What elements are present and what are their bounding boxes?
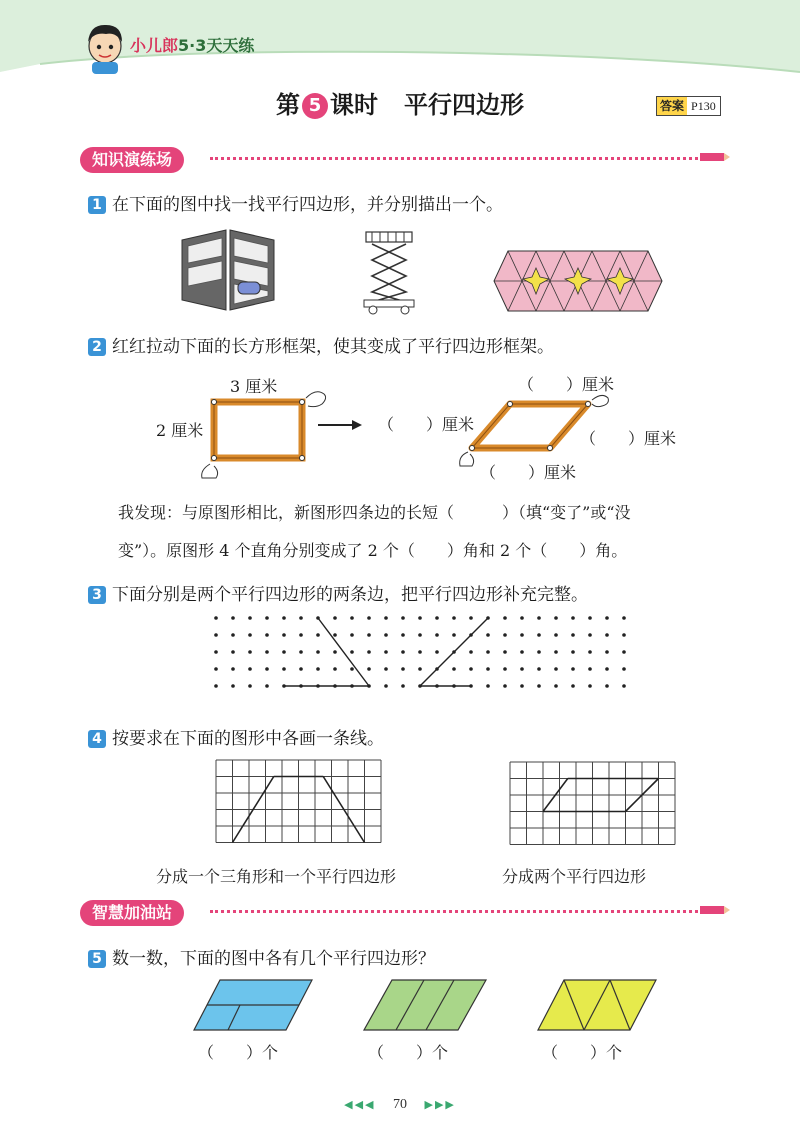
grid-dot (248, 684, 252, 688)
grid-dot (622, 667, 626, 671)
section-practice-tag: 知识演练场 (80, 147, 184, 173)
grid-dot (520, 616, 524, 620)
grid-dot (299, 650, 303, 654)
grid-dot (435, 616, 439, 620)
grid-dot (214, 650, 218, 654)
grid-dot (452, 667, 456, 671)
scissor-lift-figure (360, 230, 418, 315)
grid-dot (622, 616, 626, 620)
grid-dot (214, 633, 218, 637)
grid-dot (605, 633, 609, 637)
grid-dot (418, 616, 422, 620)
parallelogram-frame-figure (450, 388, 610, 468)
grid-right-caption: 分成两个平行四边形 (502, 867, 647, 886)
grid-dot (588, 650, 592, 654)
grid-dot (588, 633, 592, 637)
grid-dot (384, 667, 388, 671)
grid-dot (214, 684, 218, 688)
grid-dot (231, 667, 235, 671)
grid-dot (435, 650, 439, 654)
para-left-length-blank: （ ）厘米 (378, 415, 475, 434)
answer-blank-3: （ ）个 (542, 1043, 623, 1062)
section-wisdom-tag: 智慧加油站 (80, 900, 184, 926)
answer-blank-2: （ ）个 (368, 1043, 449, 1062)
grid-dot (231, 616, 235, 620)
grid-dot (588, 616, 592, 620)
grid-dot (554, 684, 558, 688)
grid-dot (520, 667, 524, 671)
grid-dot (214, 616, 218, 620)
grid-dot (316, 650, 320, 654)
grid-dot (520, 650, 524, 654)
grid-dot (367, 667, 371, 671)
grid-dot (248, 633, 252, 637)
grid-dot (401, 616, 405, 620)
grid-dot (588, 667, 592, 671)
grid-dot (367, 633, 371, 637)
para-right-length-blank: （ ）厘米 (580, 429, 677, 448)
grid-dot (452, 616, 456, 620)
grid-dot (622, 650, 626, 654)
grid-dot (265, 633, 269, 637)
grid-dot (401, 633, 405, 637)
grid-dot (350, 667, 354, 671)
grid-dot (333, 616, 337, 620)
grid-dot (571, 667, 575, 671)
rectangle-frame-figure (196, 386, 336, 476)
grid-dot (469, 650, 473, 654)
grid-dot (316, 667, 320, 671)
given-edge (318, 618, 369, 686)
section-divider (210, 157, 710, 160)
page-number: 70 (393, 1097, 407, 1112)
grid-dot (333, 667, 337, 671)
grid-dot (503, 667, 507, 671)
answer-page-ref: 答案 P130 (656, 96, 721, 116)
star-tile-pattern-figure (494, 251, 662, 311)
grid-dot (384, 650, 388, 654)
grid-dot (282, 616, 286, 620)
grid-dot (231, 633, 235, 637)
grid-dot (503, 633, 507, 637)
grid-dot (486, 633, 490, 637)
grid-dot (265, 684, 269, 688)
grid-dot (214, 667, 218, 671)
question-2: 2 红红拉动下面的长方形框架，使其变成了平行四边形框架。 (88, 332, 554, 357)
grid-dot (265, 650, 269, 654)
grid-dot (571, 650, 575, 654)
grid-dot (605, 616, 609, 620)
pencil-icon (700, 904, 730, 916)
grid-dot (605, 684, 609, 688)
para-top-length-blank: （ ）厘米 (518, 375, 615, 394)
grid-dot (384, 684, 388, 688)
grid-dot (605, 650, 609, 654)
given-edge (420, 618, 488, 686)
question-4: 4 按要求在下面的图形中各画一条线。 (88, 724, 384, 749)
question-3: 3 下面分别是两个平行四边形的两条边，把平行四边形补充完整。 (88, 580, 588, 605)
grid-dot (554, 616, 558, 620)
grid-dot (350, 650, 354, 654)
grid-dot (282, 650, 286, 654)
grid-dot (265, 667, 269, 671)
answer-blank-1: （ ）个 (198, 1043, 279, 1062)
question-5: 5 数一数，下面的图中各有几个平行四边形？ (88, 944, 435, 969)
grid-dot (401, 667, 405, 671)
boy-mascot-icon (82, 20, 128, 76)
grid-dot (554, 667, 558, 671)
grid-dot (265, 616, 269, 620)
grid-dot (299, 633, 303, 637)
grid-dot (588, 684, 592, 688)
grid-dot (282, 633, 286, 637)
prev-arrows-icon: ◀◀◀ (344, 1099, 376, 1111)
grid-dot (486, 684, 490, 688)
grid-dot (367, 650, 371, 654)
grid-dot (435, 633, 439, 637)
grid-dot (384, 616, 388, 620)
grid-dot (503, 616, 507, 620)
grid-dot (299, 667, 303, 671)
grid-dot (520, 684, 524, 688)
grid-dot (622, 684, 626, 688)
grid-dot (248, 650, 252, 654)
q2-finding-line1: 我发现：与原图形相比，新图形四条边的长短（ ）（填“变了”或“没 (118, 503, 631, 522)
grid-dot (333, 650, 337, 654)
arrow-right-icon (318, 418, 362, 432)
q2-finding-line2: 变”）。原图形 4 个直角分别变成了 2 个（ ）角和 2 个（ ）角。 (118, 541, 628, 560)
rect-top-length-label: 3 厘米 (230, 377, 278, 396)
grid-dot (571, 616, 575, 620)
question-1: 1 在下面的图中找一找平行四边形，并分别描出一个。 (88, 190, 503, 215)
page-footer (0, 1097, 800, 1113)
grid-dot (537, 616, 541, 620)
pencil-icon (700, 151, 730, 163)
grid-dot (367, 616, 371, 620)
grid-dot (350, 633, 354, 637)
square-grid-left (216, 760, 382, 842)
para-bottom-length-blank: （ ）厘米 (480, 463, 577, 482)
grid-dot (452, 633, 456, 637)
grid-dot (248, 667, 252, 671)
grid-dot (537, 667, 541, 671)
lesson-number-badge: 5 (302, 93, 328, 119)
grid-dot (350, 616, 354, 620)
grid-dot (418, 650, 422, 654)
grid-dot (282, 667, 286, 671)
grid-dot (537, 684, 541, 688)
blue-parallelogram-figure (194, 980, 314, 1032)
hand-icon (306, 392, 326, 407)
grid-dot (486, 650, 490, 654)
green-parallelogram-figure (364, 980, 488, 1032)
dot-grid-figure (214, 616, 634, 688)
grid-dot (486, 667, 490, 671)
grid-dot (571, 684, 575, 688)
grid-left-caption: 分成一个三角形和一个平行四边形 (156, 867, 397, 886)
grid-dot (622, 633, 626, 637)
rect-left-length-label: 2 厘米 (156, 421, 204, 440)
brand-logo: 小儿郎5·3天天练 (130, 36, 255, 55)
grid-dot (401, 684, 405, 688)
grid-dot (333, 633, 337, 637)
grid-dot (554, 633, 558, 637)
grid-dot (571, 633, 575, 637)
grid-dot (554, 650, 558, 654)
grid-dot (231, 650, 235, 654)
yellow-parallelogram-figure (538, 980, 658, 1032)
page-title: 第 5 课时 平行四边形 (276, 91, 524, 119)
grid-dot (520, 633, 524, 637)
next-arrows-icon: ▶▶▶ (424, 1099, 456, 1111)
folding-windows-figure (178, 230, 278, 310)
grid-dot (299, 616, 303, 620)
grid-dot (418, 667, 422, 671)
grid-dot (605, 667, 609, 671)
grid-dot (231, 684, 235, 688)
square-grid-right (510, 762, 676, 844)
grid-dot (469, 616, 473, 620)
grid-dot (418, 633, 422, 637)
grid-dot (503, 684, 507, 688)
section-divider-2 (210, 910, 710, 913)
grid-dot (316, 633, 320, 637)
grid-dot (469, 667, 473, 671)
grid-dot (248, 616, 252, 620)
grid-dot (537, 650, 541, 654)
grid-dot (401, 650, 405, 654)
grid-dot (537, 633, 541, 637)
grid-dot (384, 633, 388, 637)
grid-dot (503, 650, 507, 654)
